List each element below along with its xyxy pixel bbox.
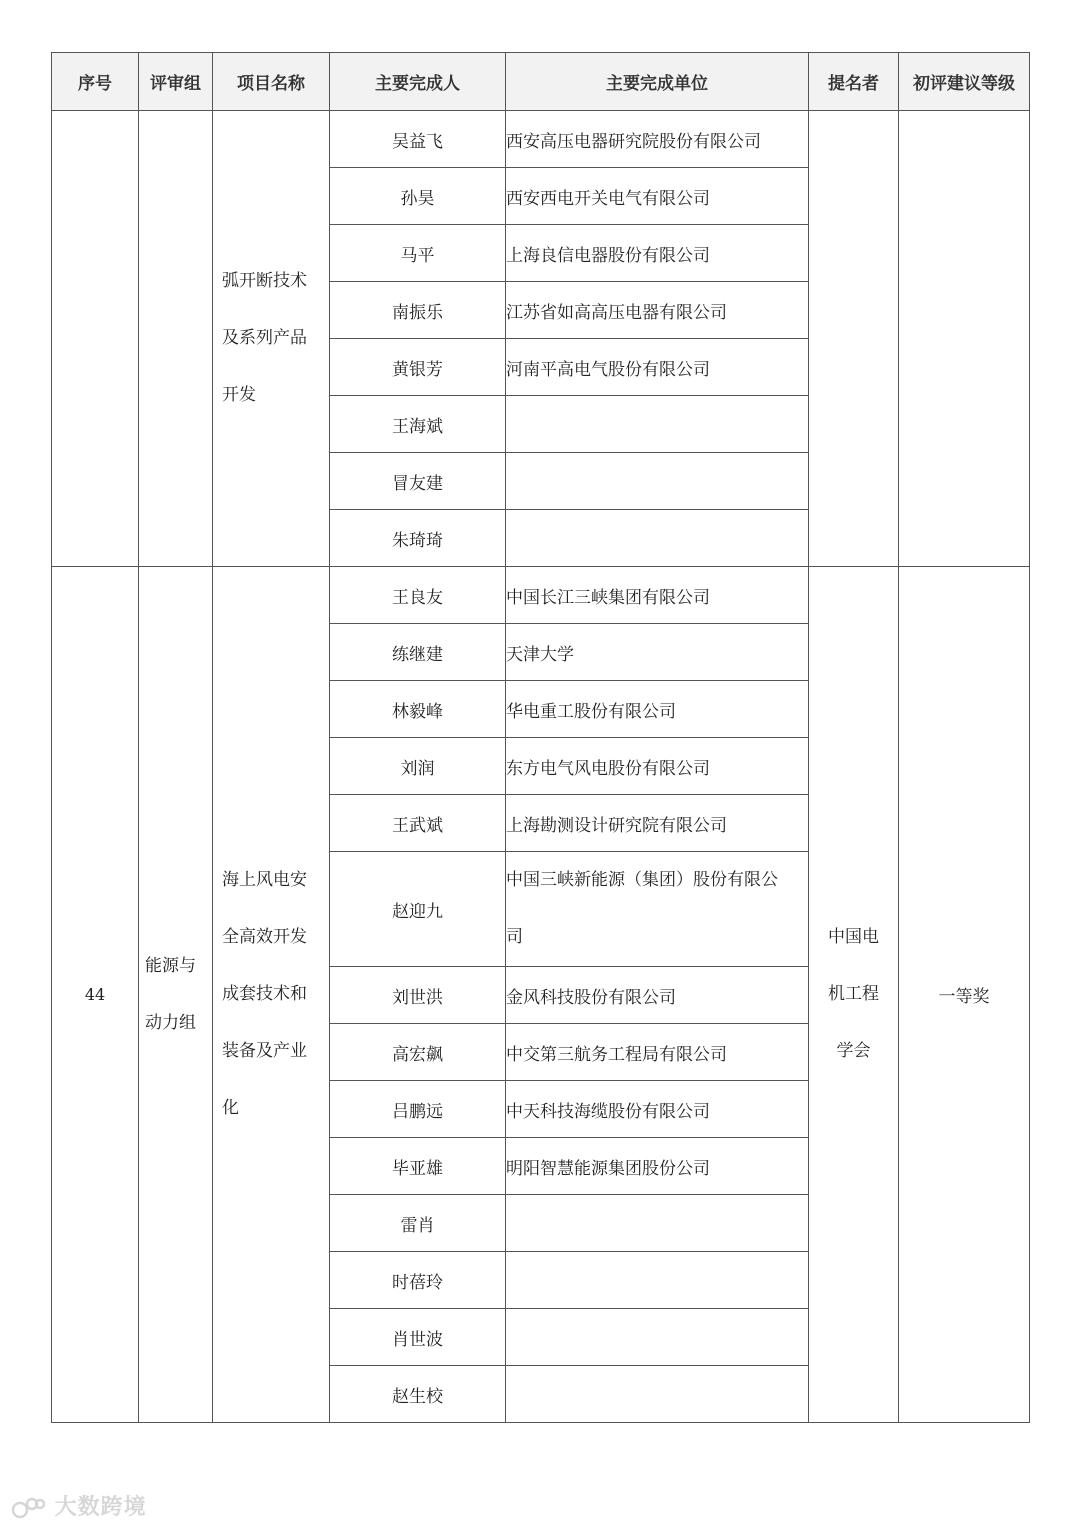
nominator-line: 学会 xyxy=(836,1041,871,1061)
person-cell: 时蓓玲 xyxy=(330,1252,506,1309)
header-nominator: 提名者 xyxy=(809,53,899,111)
unit-cell: 上海良信电器股份有限公司 xyxy=(506,225,809,282)
level-cell: 一等奖 xyxy=(899,567,1030,1423)
nominator-line: 中国电 xyxy=(828,927,879,947)
award-table xyxy=(51,52,1030,1423)
project-name-line: 开发 xyxy=(222,385,256,405)
unit-cell: 东方电气风电股份有限公司 xyxy=(506,738,809,795)
unit-cell xyxy=(506,1366,809,1423)
person-cell: 刘世洪 xyxy=(330,967,506,1024)
table-row xyxy=(52,567,1030,624)
person-cell: 马平 xyxy=(330,225,506,282)
unit-cell xyxy=(506,852,809,967)
person-cell: 雷肖 xyxy=(330,1195,506,1252)
person-cell: 高宏飙 xyxy=(330,1024,506,1081)
project-name-line: 装备及产业 xyxy=(222,1041,307,1061)
person-cell: 孙昊 xyxy=(330,168,506,225)
prev-serial-cell xyxy=(52,111,139,567)
unit-cell: 西安西电开关电气有限公司 xyxy=(506,168,809,225)
unit-cell: 中国长江三峡集团有限公司 xyxy=(506,567,809,624)
unit-cell: 华电重工股份有限公司 xyxy=(506,681,809,738)
header-project: 项目名称 xyxy=(213,53,330,111)
header-persons: 主要完成人 xyxy=(330,53,506,111)
prev-project-cell xyxy=(213,111,330,567)
unit-cell: 明阳智慧能源集团股份公司 xyxy=(506,1138,809,1195)
nominator-line: 机工程 xyxy=(828,984,879,1004)
watermark xyxy=(10,1490,147,1521)
project-name-line: 及系列产品 xyxy=(222,328,307,348)
unit-cell xyxy=(506,396,809,453)
person-cell: 林毅峰 xyxy=(330,681,506,738)
person-cell: 赵迎九 xyxy=(330,852,506,967)
unit-line: 司 xyxy=(506,927,523,947)
header-level: 初评建议等级 xyxy=(899,53,1030,111)
person-cell: 吕鹏远 xyxy=(330,1081,506,1138)
serial-cell xyxy=(52,567,139,1423)
unit-cell: 西安高压电器研究院股份有限公司 xyxy=(506,111,809,168)
person-cell: 冒友建 xyxy=(330,453,506,510)
person-cell: 练继建 xyxy=(330,624,506,681)
person-cell: 肖世波 xyxy=(330,1309,506,1366)
project-name-line: 海上风电安 xyxy=(222,870,307,890)
person-cell: 王海斌 xyxy=(330,396,506,453)
prev-nominator-cell xyxy=(809,111,899,567)
table-header-row xyxy=(52,53,1030,111)
unit-cell xyxy=(506,1252,809,1309)
unit-cell xyxy=(506,453,809,510)
unit-cell: 中天科技海缆股份有限公司 xyxy=(506,1081,809,1138)
unit-cell: 上海勘测设计研究院有限公司 xyxy=(506,795,809,852)
unit-cell xyxy=(506,1195,809,1252)
unit-cell: 江苏省如高高压电器有限公司 xyxy=(506,282,809,339)
person-cell: 王武斌 xyxy=(330,795,506,852)
person-cell: 刘润 xyxy=(330,738,506,795)
person-cell: 吴益飞 xyxy=(330,111,506,168)
unit-line: 中国三峡新能源（集团）股份有限公 xyxy=(506,870,778,890)
group-line: 能源与 xyxy=(145,955,196,976)
person-cell: 黄银芳 xyxy=(330,339,506,396)
watermark-logo-icon xyxy=(10,1496,46,1520)
header-units: 主要完成单位 xyxy=(506,53,809,111)
project-name-line: 成套技术和 xyxy=(222,984,307,1004)
unit-cell: 天津大学 xyxy=(506,624,809,681)
header-group: 评审组 xyxy=(139,53,213,111)
person-cell: 朱琦琦 xyxy=(330,510,506,567)
serial-number: 44 xyxy=(84,984,106,1004)
group-cell xyxy=(139,567,213,1423)
person-cell: 南振乐 xyxy=(330,282,506,339)
table-row xyxy=(52,111,1030,168)
prev-group-cell xyxy=(139,111,213,567)
project-name-line: 全高效开发 xyxy=(222,927,307,947)
unit-cell xyxy=(506,1309,809,1366)
unit-cell: 金风科技股份有限公司 xyxy=(506,967,809,1024)
header-serial: 序号 xyxy=(52,53,139,111)
unit-cell: 河南平高电气股份有限公司 xyxy=(506,339,809,396)
nominator-cell xyxy=(809,567,899,1423)
prev-level-cell xyxy=(899,111,1030,567)
person-cell: 王良友 xyxy=(330,567,506,624)
project-cell xyxy=(213,567,330,1423)
project-name-line: 弧开断技术 xyxy=(222,271,307,291)
person-cell: 赵生校 xyxy=(330,1366,506,1423)
project-name-line: 化 xyxy=(222,1098,239,1118)
unit-cell xyxy=(506,510,809,567)
person-cell: 毕亚雄 xyxy=(330,1138,506,1195)
watermark-text: 大数跨境 xyxy=(54,1495,147,1520)
unit-cell: 中交第三航务工程局有限公司 xyxy=(506,1024,809,1081)
group-line: 动力组 xyxy=(145,1012,196,1033)
